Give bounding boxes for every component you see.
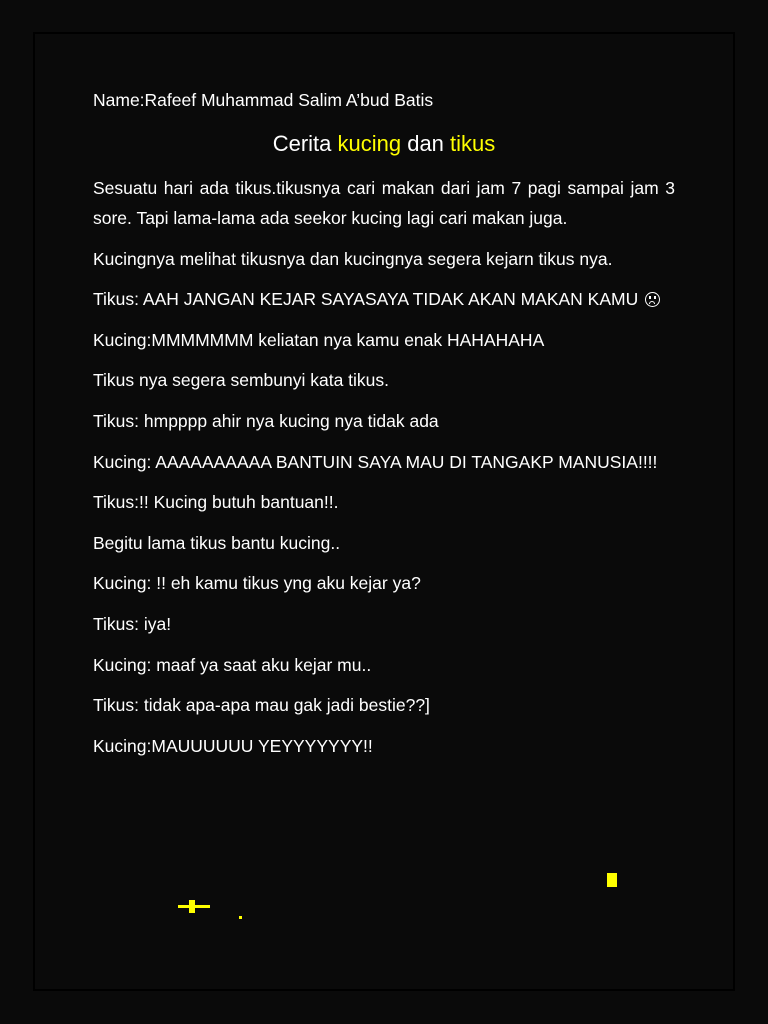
paragraph-6: Tikus: hmpppp ahir nya kucing nya tidak ada	[93, 410, 439, 431]
yellow-mark-bar	[189, 900, 195, 913]
paragraph-8: Tikus:!! Kucing butuh bantuan!!.	[93, 492, 339, 513]
paragraph-4: Kucing:MMMMMMM keliatan nya kamu enak HAHAHAHA	[93, 329, 545, 350]
paragraph-9: Begitu lama tikus bantu kucing..	[93, 532, 341, 553]
yellow-mark-dot	[239, 916, 242, 919]
paragraph-3	[93, 284, 675, 314]
distressed-face-icon	[645, 292, 660, 307]
title-word-tikus: tikus	[450, 131, 496, 156]
story-title	[93, 129, 675, 159]
paragraph-2: Kucingnya melihat tikusnya dan kucingnya segera kejarn tikus nya.	[93, 248, 613, 269]
author-name-line: Name:Rafeef Muhammad Salim A’bud Batis	[93, 90, 434, 110]
paragraph-10: Kucing: !! eh kamu tikus yng aku kejar ya?	[93, 573, 421, 594]
paragraph-7: Kucing: AAAAAAAAAA BANTUIN SAYA MAU DI TANGAKP MANUSIA!!!!	[93, 451, 658, 472]
document-content	[93, 86, 675, 771]
title-part-dan: dan	[401, 131, 451, 156]
title-word-kucing: kucing	[337, 131, 402, 156]
paragraph-12: Kucing: maaf ya saat aku kejar mu..	[93, 654, 372, 675]
paragraph-14: Kucing:MAUUUUUU YEYYYYYYY!!	[93, 735, 373, 756]
paragraph-11: Tikus: iya!	[93, 613, 172, 634]
paragraph-1: Sesuatu hari ada tikus.tikusnya cari makan dari jam 7 pagi sampai jam 3 sore. Tapi lama-lama ada seekor kucing lagi cari makan juga.	[93, 178, 675, 228]
paragraph-3-text: Tikus: AAH JANGAN KEJAR SAYASAYA TIDAK AKAN MAKAN KAMU	[93, 289, 639, 310]
yellow-mark-block	[607, 873, 617, 887]
title-part-cerita: Cerita	[272, 131, 338, 156]
paragraph-5: Tikus nya segera sembunyi kata tikus.	[93, 370, 390, 391]
paragraph-13: Tikus: tidak apa-apa mau gak jadi bestie??]	[93, 695, 430, 716]
